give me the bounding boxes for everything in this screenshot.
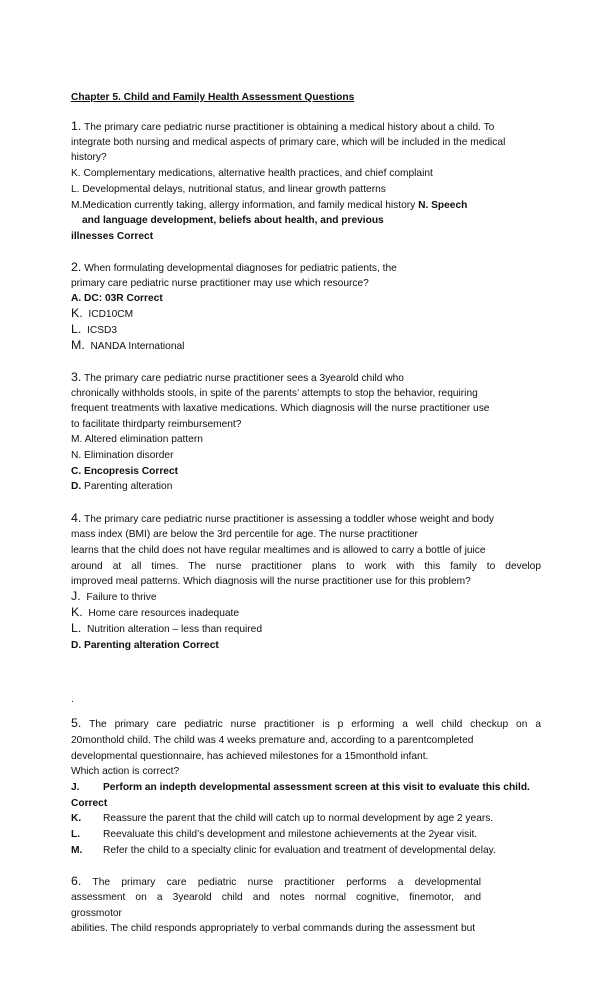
question-5-option-m: M. Refer the child to a specialty clinic for evaluation and treatment of developmental delay. <box>71 845 496 856</box>
question-6-line-3: grossmotor <box>71 908 122 919</box>
question-1-option-n-continued: and language development, beliefs about health, and previous <box>82 215 384 226</box>
question-4-number: 4. <box>71 511 82 525</box>
page-title: Chapter 5. Child and Family Health Assessment Questions <box>71 92 355 103</box>
question-5-option-l: L. Reevaluate this child’s development and milestone achievements at the 2year visit. <box>71 829 478 840</box>
question-2-correct-answer: A. DC: 03R Correct <box>71 293 163 304</box>
question-4-line-5: improved meal patterns. Which diagnosis will the nurse practitioner use for this problem? <box>71 576 471 587</box>
question-5-line-2: 20monthold child. The child was 4 weeks premature and, according to a parentcompleted <box>71 735 474 746</box>
question-2-option-k: K. ICD10CM <box>71 306 134 320</box>
question-1-line-3: history? <box>71 152 107 163</box>
question-2-line-1: 2. When formulating developmental diagnoses for pediatric patients, the <box>71 260 397 274</box>
question-1-line-1: 1. The primary care pediatric nurse practitioner is obtaining a medical history about a child. To <box>71 119 495 133</box>
question-3-line-2: chronically withholds stools, in spite of the parents’ attempts to stop the behavior, requiring <box>71 388 478 399</box>
question-5-option-j: J. Perform an indepth developmental assessment screen at this visit to evaluate this child. <box>71 782 530 793</box>
question-1-correct-answer: illnesses Correct <box>71 231 154 242</box>
question-4-option-k: K. Home care resources inadequate <box>71 605 240 619</box>
question-6-number: 6. <box>71 874 82 888</box>
question-2-number: 2. <box>71 260 82 274</box>
question-3-option-d: D. Parenting alteration <box>71 481 173 492</box>
question-3-option-n: N. Elimination disorder <box>71 450 174 461</box>
stray-dot: . <box>71 694 74 705</box>
question-5-correct-label: Correct <box>71 798 108 809</box>
question-2-line-2: primary care pediatric nurse practitioner may use which resource? <box>71 278 369 289</box>
question-1-option-l: L. Developmental delays, nutritional status, and linear growth patterns <box>71 184 386 195</box>
question-5-option-k: K. Reassure the parent that the child will catch up to normal development by age 2 years. <box>71 813 494 824</box>
question-4-line-4: around at all times. The nurse practitioner plans to work with this family to develop <box>71 561 541 572</box>
question-5-line-4: Which action is correct? <box>71 766 180 777</box>
question-5-line-1: 5. The primary care pediatric nurse practitioner is p erforming a well child checkup on a <box>71 716 541 730</box>
question-2-option-l: L. ICSD3 <box>71 322 118 336</box>
question-4-line-3: learns that the child does not have regular mealtimes and is allowed to carry a bottle of juice <box>71 545 486 556</box>
question-4-line-2: mass index (BMI) are below the 3rd percentile for age. The nurse practitioner <box>71 529 418 540</box>
question-4-line-1: 4. The primary care pediatric nurse practitioner is assessing a toddler whose weight and body <box>71 511 494 525</box>
question-6-line-4: abilities. The child responds appropriately to verbal commands during the assessment but <box>71 923 476 934</box>
question-5-line-3: developmental questionnaire, has achieved milestones for a 15monthold infant. <box>71 751 429 762</box>
question-5-number: 5. <box>71 716 82 730</box>
question-6-line-1: 6. The primary care pediatric nurse practitioner performs a developmental <box>71 874 481 888</box>
question-4-correct-answer: D. Parenting alteration Correct <box>71 640 219 651</box>
question-3-number: 3. <box>71 370 82 384</box>
question-1-option-k: K. Complementary medications, alternative health practices, and chief complaint <box>71 168 433 179</box>
question-1-number: 1. <box>71 119 82 133</box>
question-6-line-2: assessment on a 3yearold child and notes normal cognitive, finemotor, and <box>71 892 481 903</box>
question-1-option-m: M.Medication currently taking, allergy information, and family medical history N. Speech <box>71 200 468 211</box>
question-4-option-j: J. Failure to thrive <box>71 589 157 603</box>
question-3-line-1: 3. The primary care pediatric nurse practitioner sees a 3yearold child who <box>71 370 404 384</box>
question-2-option-m: M. NANDA International <box>71 338 185 352</box>
question-3-correct-answer: C. Encopresis Correct <box>71 466 179 477</box>
question-3-option-m: M. Altered elimination pattern <box>71 434 203 445</box>
question-3-line-3: frequent treatments with laxative medications. Which diagnosis will the nurse practitioner use <box>71 403 490 414</box>
question-4-option-l: L. Nutrition alteration – less than required <box>71 621 262 635</box>
question-1-line-2: integrate both nursing and medical aspects of primary care, which will be included in the medical <box>71 137 506 148</box>
question-3-line-4: to facilitate thirdparty reimbursement? <box>71 419 242 430</box>
